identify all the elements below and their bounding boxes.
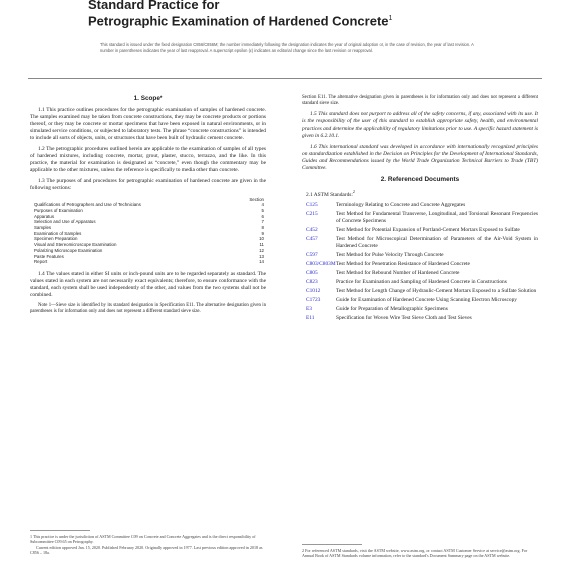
reference-item	[302, 297, 538, 304]
reference-title: Test Method for Rebound Number of Hardened Concrete	[336, 269, 460, 276]
toc-label: Apparatus	[34, 213, 55, 219]
toc-label: Paste Features	[34, 253, 64, 259]
toc-label: Selection and Use of Apparatus	[34, 219, 96, 225]
toc-number: 13	[259, 253, 264, 259]
sections-table	[30, 197, 266, 265]
toc-label: Qualifications of Petrographers and Use of Technicians	[34, 202, 141, 208]
toc-number: 10	[259, 236, 264, 242]
reference-link[interactable]: E11	[306, 314, 315, 321]
toc-label: Examination of Samples	[34, 230, 82, 236]
reference-title: Test Method for Pulse Velocity Through Concrete	[336, 251, 444, 258]
paragraph-1-3: 1.3 The purposes of and procedures for petrographic examination of hardened concrete are given in the following sections:	[30, 178, 266, 192]
astm-standards-label: 2.1 ASTM Standards:	[306, 191, 353, 198]
reference-item	[302, 236, 538, 250]
toc-number: 12	[259, 247, 264, 253]
reference-item	[302, 306, 538, 313]
reference-item	[302, 288, 538, 295]
note-1: Note 1—Sieve size is identified by its standard designation in Specification E11. The alternative designation given in parentheses is for information only and does not represent a different standard sieve size.	[30, 303, 266, 315]
toc-label: Specimen Preparation	[34, 236, 78, 242]
paragraph-1-1: 1.1 This practice outlines procedures for the petrographic examination of samples of hardened concrete. The samples examined may be taken from concrete constructions, they may be concrete products or portions thereof, or they may be concrete or mortar specimens that have been exposed in natural environments, or in simulated service conditions, or subjected to laboratory tests. The phrase “concrete constructions” is intended to include all sorts of objects, units, or structures that have been built of hydraulic cement concrete.	[30, 107, 266, 142]
astm-standards-footnote-mark: 2	[352, 188, 355, 194]
paragraph-1-4: 1.4 The values stated in either SI units or inch-pound units are to be regarded separately as standard. The values stated in each system are not necessarily exact equivalents; therefore, to ensure conformance with the standard, each system shall be used independently of the other, and values from the two systems shall not be combined.	[30, 270, 266, 299]
reference-link[interactable]: E3	[306, 305, 312, 312]
title-footnote-mark: 1	[388, 15, 393, 22]
reference-title: Test Method for Potential Expansion of Portland-Cement Mortars Exposed to Sulfate	[336, 226, 520, 233]
reference-link[interactable]: C1012	[306, 287, 321, 294]
reference-item	[302, 211, 538, 225]
reference-title: Guide for Examination of Hardened Concrete Using Scanning Electron Microscopy	[336, 296, 517, 303]
reference-link[interactable]: C803/C803M	[306, 260, 336, 267]
footnote-1-dates: Current edition approved Jan. 15, 2020. Published February 2020. Originally approved in 1977. Last previous edition approved in 2018 as C856 – 18a.	[30, 544, 263, 556]
reference-item	[302, 202, 538, 209]
reference-title: Practice for Examination and Sampling of Hardened Concrete in Constructions	[336, 278, 507, 285]
reference-title: Guide for Preparation of Metallographic Specimens	[336, 305, 448, 312]
reference-title: Specification for Woven Wire Test Sieve Cloth and Test Sieves	[336, 314, 472, 321]
scope-heading: 1. Scope*	[133, 95, 163, 102]
reference-item	[302, 279, 538, 286]
toc-row	[30, 259, 266, 265]
footnote-divider	[30, 530, 90, 531]
reference-title: Test Method for Microscopical Determination of Parameters of the Air-Void System in Hardened Concrete	[336, 235, 538, 249]
footnote-left	[30, 534, 266, 556]
reference-link[interactable]: C452	[306, 226, 318, 233]
toc-number: 7	[261, 219, 264, 225]
toc-number: 6	[261, 213, 264, 219]
toc-header: Section	[249, 196, 264, 202]
title-line-2	[88, 12, 508, 28]
reference-item	[302, 270, 538, 277]
reference-title: Test Method for Penetration Resistance of Hardened Concrete	[336, 260, 470, 267]
reference-link[interactable]: C823	[306, 278, 318, 285]
title-text: Petrographic Examination of Hardened Concrete	[88, 13, 389, 29]
toc-number: 5	[261, 207, 264, 213]
header-divider	[28, 78, 542, 79]
toc-label: Samples	[34, 225, 52, 231]
designation-notice: This standard is issued under the fixed designation C856/C856M; the number immediately following the designation indicates the year of original adoption or, in the case of revision, the year of last revision. A number in parentheses indicates the year of last reapproval. A superscript epsilon (ε) indicates an editorial change since the last revision or reapproval.	[100, 42, 474, 53]
toc-label: Polarizing Microscope Examination	[34, 247, 103, 253]
reference-title: Test Method for Fundamental Transverse, Longitudinal, and Torsional Resonant Frequencies of Concrete Specimens	[336, 210, 538, 224]
toc-number: 8	[261, 225, 264, 231]
reference-item	[302, 315, 538, 322]
footnote-right: 2 For referenced ASTM standards, visit the ASTM website, www.astm.org, or contact ASTM Customer Service at service@astm.org. For Annual Book of ASTM Standards volume information, refer to the standard's Document Summary page on the ASTM website.	[302, 548, 528, 559]
toc-label: Report	[34, 259, 48, 265]
paragraph-note-continuation: Section E11. The alternative designation given in parentheses is for information only and does not represent a different standard sieve size.	[302, 95, 538, 107]
reference-item	[302, 252, 538, 259]
toc-label: Visual and Stereomicroscope Examination	[34, 242, 117, 248]
reference-link[interactable]: C597	[306, 251, 318, 258]
footnote-divider	[302, 544, 362, 545]
reference-title: Terminology Relating to Concrete and Concrete Aggregates	[336, 201, 466, 208]
reference-title: Test Method for Length Change of Hydraulic-Cement Mortars Exposed to a Sulfate Solution	[336, 287, 537, 294]
toc-label: Purposes of Examination	[34, 207, 83, 213]
reference-link[interactable]: C805	[306, 269, 318, 276]
right-column	[302, 95, 538, 324]
title-line-1: Standard Practice for	[88, 0, 220, 12]
astm-standards-subheading	[306, 188, 538, 199]
toc-number: 11	[259, 242, 264, 248]
paragraph-1-2: 1.2 The petrographic procedures outlined herein are applicable to the examination of samples of all types of hardened mixtures, including concrete, mortar, grout, plaster, stucco, terrazzo, and the like. In this practice, the material for examination is designated as “concrete,” even though the commentary may be applicable to the other mixtures, unless the reference is specifically to media other than concrete.	[30, 146, 266, 174]
paragraph-1-5: 1.5 This standard does not purport to address all of the safety concerns, if any, associated with its use. It is the responsibility of the user of this standard to establish appropriate safety, health, and environmental practices and determine the applicability of regulatory limitations prior to use. A specific hazard statement is given in 6.2.10.1.	[302, 111, 538, 139]
toc-number: 9	[261, 230, 264, 236]
paragraph-1-6: 1.6 This international standard was developed in accordance with internationally recognized principles on standardization established in the Decision on Principles for the Development of International Standards, Guides and Recommendations issued by the World Trade Organization Technical Barriers to Trade (TBT) Committee.	[302, 143, 538, 171]
references-heading: 2. Referenced Documents	[380, 175, 460, 183]
reference-link[interactable]: C457	[306, 235, 318, 242]
footnote-1: 1 This practice is under the jurisdiction of ASTM Committee C09 on Concrete and Concrete Aggregates and is the direct responsibility of Subcommittee C09.65 on Petrography.	[30, 534, 256, 545]
reference-link[interactable]: C1723	[306, 296, 321, 303]
toc-number: 14	[259, 259, 264, 265]
reference-link[interactable]: C125	[306, 201, 318, 208]
reference-link[interactable]: C215	[306, 210, 318, 217]
left-column	[30, 95, 266, 320]
toc-number: 4	[261, 202, 264, 208]
reference-item	[302, 227, 538, 234]
reference-item	[302, 261, 538, 268]
